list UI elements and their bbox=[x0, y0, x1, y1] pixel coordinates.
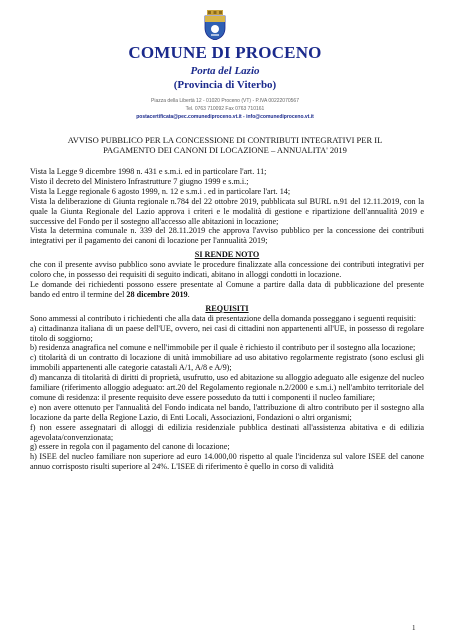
premise-item: Vista la Legge 9 dicembre 1998 n. 431 e s.m.i. ed in particolare l'art. 11; bbox=[30, 167, 267, 176]
requirement-item: e) non avere ottenuto per l'annualità del Fondo indicata nel bando, l'attribuzione di altro contributo per il sostegno alla locazione da parte della Regione Lazio, di Enti Locali, Associazioni, Fondazioni o altri organismi; bbox=[30, 402, 424, 422]
deadline-period: . bbox=[187, 289, 190, 299]
deadline-date: 28 dicembre 2019 bbox=[126, 289, 188, 299]
document-body bbox=[30, 167, 424, 472]
premise-item: Vista la Legge regionale 6 agosto 1999, n. 12 e s.m.i . ed in particolare l'art. 14; bbox=[30, 186, 291, 196]
rende-noto-heading: SI RENDE NOTO bbox=[194, 250, 260, 260]
municipal-crest-icon bbox=[203, 10, 227, 40]
requirement-item: c) titolarità di un contratto di locazione di unità immobiliare ad uso abitativo regolarmente registrato (sono esclusi gli immobili appartenenti alle categorie catastali A/1, A/8 e A/9); bbox=[30, 353, 424, 373]
notice-title-line-1: AVVISO PUBBLICO PER LA CONCESSIONE DI CONTRIBUTI INTEGRATIVI PER IL bbox=[67, 135, 383, 145]
requisiti-heading: REQUISITI bbox=[205, 303, 249, 313]
deadline-text: Le domande dei richiedenti possono essere presentate al Comune a partire dalla data di pubblicazione del presente bando ed entro il termine del bbox=[30, 279, 424, 299]
notice-title-line-2: PAGAMENTO DEI CANONI DI LOCAZIONE – ANNUALITA' 2019 bbox=[103, 145, 347, 155]
email-line[interactable]: postacertificata@pec.comunediproceno.vt.it - info@comunediproceno.vt.it bbox=[136, 114, 314, 120]
phone-line: Tel. 0763 710092 Fax 0763 710161 bbox=[185, 106, 265, 112]
premise-item: Vista la determina comunale n. 339 del 28.11.2019 che approva l'avviso pubblico per la concessione dei contributi integrativi per il pagamento dei canoni di locazione per l'annualità 2019; bbox=[30, 226, 424, 246]
municipality-name: COMUNE DI PROCENO bbox=[128, 43, 322, 62]
rende-noto-paragraph-1: che con il presente avviso pubblico sono avviate le procedure finalizzate alla concessione dei contributi integrativi per coloro che, in possesso dei requisiti di seguito indicati, abitano in alloggi condotti in locazione. bbox=[30, 260, 424, 280]
premise-item: Vista la deliberazione di Giunta regionale n.784 del 22 ottobre 2019, pubblicata sul BURL n.91 del 12.11.2019, con la quale la Giunta Regionale del Lazio approva i criteri e le modalità di gestione e ripartizione dell'annualità 2019 e successive del Fondo per il sostegno all'accesso alle abitazioni in locazione; bbox=[30, 196, 424, 226]
requirement-item: h) ISEE del nucleo familiare non superiore ad euro 14.000,00 rispetto al quale l'incidenza sul valore ISEE del canone annuo corrisposto risulti superiore al 24%. L'ISEE di riferimento è quello in corso di validità bbox=[30, 452, 424, 472]
address-line: Piazza della Libertà 12 - 01020 Proceno (VT) - P.IVA 00222070567 bbox=[151, 98, 299, 104]
page-number: 1 bbox=[412, 624, 416, 632]
premise-item: Visto il decreto del Ministero Infrastrutture 7 giugno 1999 e s.m.i.; bbox=[30, 176, 249, 186]
municipality-subtitle: Porta del Lazio bbox=[190, 65, 260, 77]
requirement-item: f) non essere assegnatari di alloggi di edilizia residenziale pubblica destinati all'assistenza abitativa e di edilizia agevolata/convenzionata; bbox=[30, 422, 424, 442]
requirement-item: a) cittadinanza italiana di un paese dell'UE, ovvero, nei casi di cittadini non appartenenti all'UE, in possesso di regolare titolo di soggiorno; bbox=[30, 323, 424, 343]
rende-noto-paragraph-2 bbox=[30, 280, 424, 300]
municipality-province: (Provincia di Viterbo) bbox=[173, 79, 277, 91]
requirement-item: g) essere in regola con il pagamento del canone di locazione; bbox=[30, 442, 230, 452]
requisiti-intro: Sono ammessi al contributo i richiedenti che alla data di presentazione della domanda posseggano i seguenti requisiti: bbox=[30, 313, 417, 323]
requirement-item: b) residenza anagrafica nel comune e nell'immobile per il quale è richiesto il contributo per il sostegno alla locazione; bbox=[30, 343, 416, 353]
notice-title bbox=[30, 135, 420, 155]
requirement-item: d) mancanza di titolarità di diritti di proprietà, usufrutto, uso ed abitazione su alloggio adeguato alle esigenze del nucleo familiare (riferimento alloggio adeguato: art.20 del Regolamento regionale n.2/2000 e s.m.i.) nell'ambito territoriale del comune di residenza: il presente requisito deve essere posseduto da tutti i componenti il nucleo familiare; bbox=[30, 373, 424, 402]
